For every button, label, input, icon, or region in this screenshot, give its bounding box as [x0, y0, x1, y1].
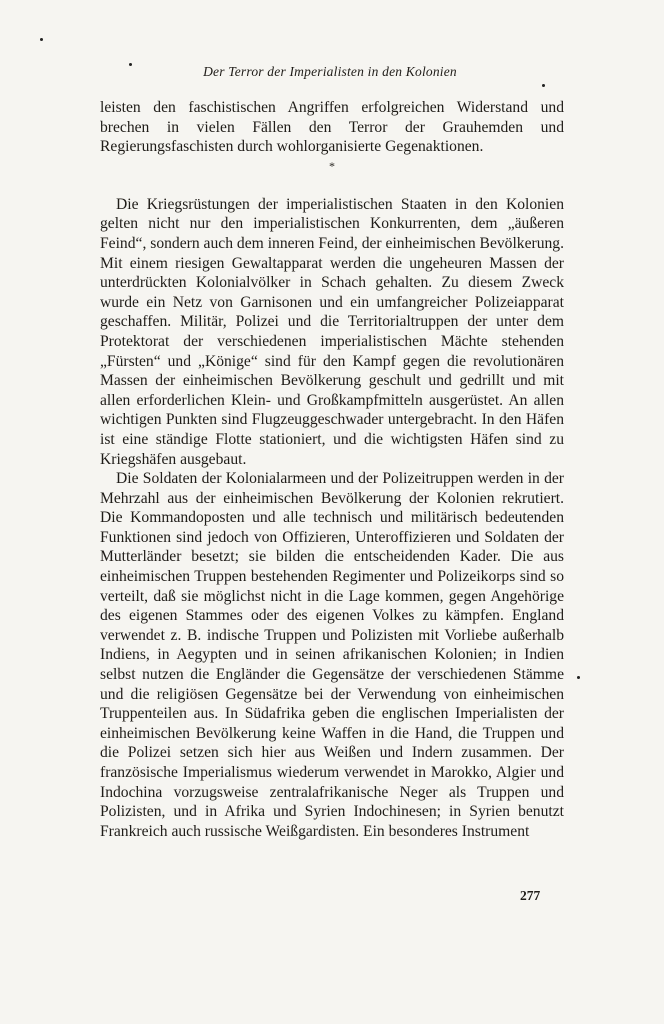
page-number: 277 [520, 888, 541, 903]
paper-speck [40, 38, 43, 41]
paper-speck [577, 676, 580, 679]
paragraph: Die Kriegsrüstungen der imperialistischen Staaten in den Kolonien gelten nicht nur den imperialistischen Konkurrenten, dem „äußeren Feind“, sondern auch dem inneren Feind, der einheimischen Bevölkerung. Mit einem riesigen Gewaltapparat werden die ungeheuren Massen der unterdrückten Kolonialvölker in Schach gehalten. Zu diesem Zweck wurde ein Netz von Garnisonen und ein umfangreicher Polizeiapparat geschaffen. Militär, Polizei und die Territorialtruppen der unter dem Protektorat der verschiedenen imperialistischen Mächte stehenden „Fürsten“ und „Könige“ sind für den Kampf gegen die revolutionären Massen der einheimischen Bevölkerung geschult und gedrillt und mit allen erforderlichen Klein- und Großkampfmitteln ausgerüstet. An allen wichtigen Punkten sind Flugzeuggeschwader untergebracht. In den Häfen ist eine ständige Flotte stationiert, und die wichtigsten Häfen sind zu Kriegshäfen ausgebaut. [100, 195, 564, 468]
opening-paragraph: leisten den faschistischen Angriffen erfolgreichen Widerstand und brechen in vielen Fällen den Terror der Grauhemden und Regierungsfaschisten durch wohlorganisierte Gegenaktionen. [100, 99, 564, 156]
section-separator: * [329, 158, 335, 173]
paper-speck [542, 84, 545, 87]
paragraph: Die Soldaten der Kolonialarmeen und der Polizeitruppen werden in der Mehrzahl aus der einheimischen Bevölkerung der Kolonien rekrutiert. Die Kommandoposten und alle technisch und militärisch bedeutenden Funktionen sind jedoch von Offizieren, Unteroffizieren und Soldaten der Mutterländer besetzt; sie bilden die entscheidenden Kader. Die aus einheimischen Truppen bestehenden Regimenter und Polizeikorps sind so verteilt, daß sie möglichst nicht in die Lage kommen, gegen Angehörige des eigenen Stammes oder des eigenen Volkes zu kämpfen. England verwendet z. B. indische Truppen und Polizisten mit Vorliebe außerhalb Indiens, in Aegypten und in seinen afrikanischen Kolonien; in Indien selbst nutzen die Engländer die Gegensätze der verschiedenen Stämme und die religiösen Gegensätze bei der Verwendung von einheimischen Truppenteilen aus. In Südafrika geben die englischen Imperialisten der einheimischen Bevölkerung keine Waffen in die Hand, die Truppen und die Polizei setzen sich hier aus Weißen und Indern zusammen. Der französische Imperialismus wiederum verwendet in Marokko, Algier und Indochina vorzugsweise zentralafrikanische Neger als Truppen und Polizisten, und in Afrika und Syrien Indochinesen; in Syrien benutzt Frankreich auch russische Weißgardisten. Ein besonderes Instrument [100, 470, 564, 840]
body-text [100, 98, 564, 841]
running-head: Der Terror der Imperialisten in den Kolonien [203, 64, 457, 79]
